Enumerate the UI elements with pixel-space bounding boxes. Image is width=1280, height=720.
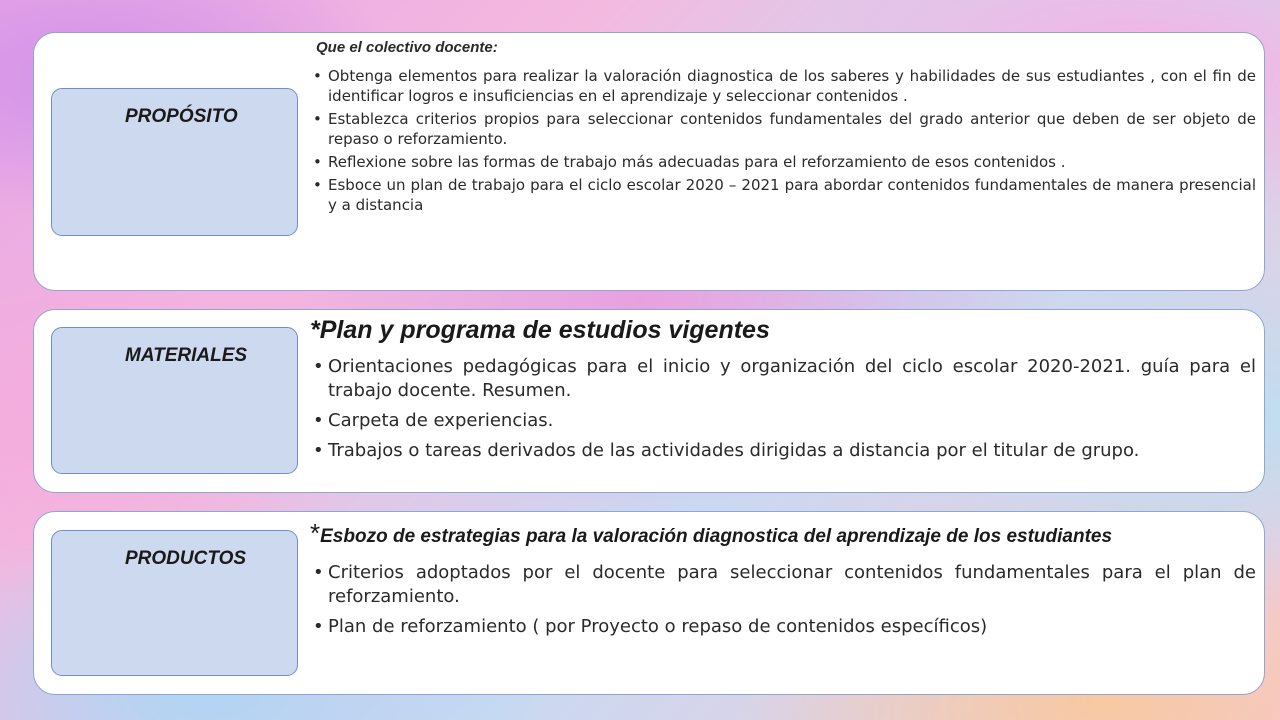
list-item: • Plan de reforzamiento ( por Proyecto o repaso de contenidos específicos) xyxy=(310,615,1256,639)
productos-heading xyxy=(310,518,1256,549)
materiales-panel xyxy=(33,309,1265,493)
list-item: • Establezca criterios propios para seleccionar contenidos fundamentales del grado anterior que deben de ser objeto de repaso o reforzamiento. xyxy=(310,109,1256,149)
list-item: • Trabajos o tareas derivados de las actividades dirigidas a distancia por el titular de grupo. xyxy=(310,439,1256,463)
productos-list xyxy=(310,561,1256,639)
list-item: • Orientaciones pedagógicas para el inicio y organización del ciclo escolar 2020-2021. guía para el trabajo docente. Resumen. xyxy=(310,355,1256,403)
list-item: • Esboce un plan de trabajo para el ciclo escolar 2020 – 2021 para abordar contenidos fundamentales de manera presencial y a distancia xyxy=(310,175,1256,215)
list-item: • Reflexione sobre las formas de trabajo más adecuadas para el reforzamiento de esos contenidos . xyxy=(310,152,1256,172)
materiales-label-box xyxy=(51,327,298,474)
materiales-label: MATERIALES xyxy=(125,345,248,366)
proposito-content xyxy=(310,39,1256,218)
materiales-content xyxy=(310,316,1256,469)
list-item: • Criterios adoptados por el docente para seleccionar contenidos fundamentales para el plan de reforzamiento. xyxy=(310,561,1256,609)
productos-label: PRODUCTOS xyxy=(125,548,247,569)
productos-panel xyxy=(33,511,1265,695)
proposito-list xyxy=(310,66,1256,215)
proposito-label-box xyxy=(51,88,298,236)
proposito-label: PROPÓSITO xyxy=(125,106,238,127)
productos-heading-text: Esbozo de estrategias para la valoración diagnostica del aprendizaje de los estudiantes xyxy=(320,526,1113,547)
proposito-heading: Que el colectivo docente: xyxy=(316,39,498,56)
materiales-list xyxy=(310,355,1256,463)
materiales-heading: *Plan y programa de estudios vigentes xyxy=(310,316,770,344)
productos-label-box xyxy=(51,530,298,676)
productos-content xyxy=(310,518,1256,645)
list-item: • Obtenga elementos para realizar la valoración diagnostica de los saberes y habilidades de sus estudiantes , con el fin de identificar logros e insuficiencias en el aprendizaje y seleccionar contenidos . xyxy=(310,66,1256,106)
proposito-panel xyxy=(33,32,1265,291)
list-item: • Carpeta de experiencias. xyxy=(310,409,1256,433)
productos-heading-star: * xyxy=(310,518,321,548)
